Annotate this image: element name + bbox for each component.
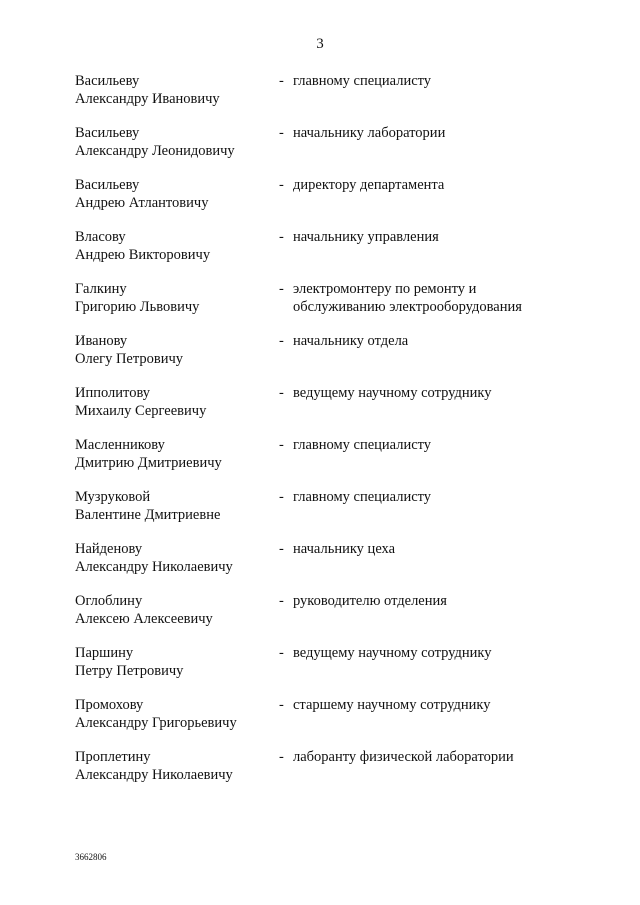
person-name [75, 696, 275, 732]
person-name [75, 332, 275, 368]
list-item [0, 748, 640, 800]
person-name [75, 644, 275, 680]
given-names: Александру Ивановичу [75, 91, 220, 107]
surname: Васильеву [75, 177, 140, 193]
list-item [0, 488, 640, 540]
list-item [0, 384, 640, 436]
job-position [293, 748, 593, 766]
position-line: ведущему научному сотруднику [293, 385, 492, 401]
position-line: обслуживанию электрооборудования [293, 299, 522, 315]
person-name [75, 228, 275, 264]
surname: Васильеву [75, 73, 140, 89]
given-names: Михаилу Сергеевичу [75, 403, 207, 419]
position-line: начальнику цеха [293, 541, 396, 557]
list-item [0, 696, 640, 748]
job-position [293, 592, 593, 610]
person-name [75, 124, 275, 160]
list-item [0, 644, 640, 696]
separator-dash: - [279, 229, 284, 245]
position-line: руководителю отделения [293, 593, 447, 609]
separator-dash: - [279, 593, 284, 609]
surname: Иванову [75, 333, 128, 349]
separator-dash: - [279, 125, 284, 141]
page-number: 3 [316, 36, 324, 52]
list-item [0, 72, 640, 124]
position-line: главному специалисту [293, 489, 432, 505]
list-item [0, 436, 640, 488]
person-name [75, 436, 275, 472]
job-position [293, 436, 593, 454]
list-item [0, 540, 640, 592]
position-line: главному специалисту [293, 73, 432, 89]
separator-dash: - [279, 645, 284, 661]
given-names: Александру Николаевичу [75, 767, 233, 783]
list-item [0, 280, 640, 332]
surname: Паршину [75, 645, 134, 661]
separator-dash: - [279, 333, 284, 349]
separator-dash: - [279, 489, 284, 505]
job-position [293, 540, 593, 558]
separator-dash: - [279, 749, 284, 765]
surname: Масленникову [75, 437, 165, 453]
surname: Галкину [75, 281, 127, 297]
list-item [0, 332, 640, 384]
surname: Музруковой [75, 489, 151, 505]
job-position [293, 696, 593, 714]
separator-dash: - [279, 437, 284, 453]
given-names: Григорию Львовичу [75, 299, 200, 315]
job-position [293, 488, 593, 506]
job-position [293, 280, 593, 316]
separator-dash: - [279, 73, 284, 89]
given-names: Петру Петровичу [75, 663, 184, 679]
position-line: лаборанту физической лаборатории [293, 749, 514, 765]
separator-dash: - [279, 697, 284, 713]
person-name [75, 748, 275, 784]
given-names: Александру Григорьевичу [75, 715, 237, 731]
list-item [0, 176, 640, 228]
position-line: электромонтеру по ремонту и [293, 281, 477, 297]
given-names: Дмитрию Дмитриевичу [75, 455, 222, 471]
list-item [0, 228, 640, 280]
position-line: ведущему научному сотруднику [293, 645, 492, 661]
surname: Ипполитову [75, 385, 151, 401]
surname: Власову [75, 229, 126, 245]
list-item [0, 592, 640, 644]
job-position [293, 72, 593, 90]
job-position [293, 384, 593, 402]
position-line: начальнику лаборатории [293, 125, 446, 141]
position-line: директору департамента [293, 177, 445, 193]
given-names: Валентине Дмитриевне [75, 507, 221, 523]
person-name [75, 540, 275, 576]
job-position [293, 332, 593, 350]
separator-dash: - [279, 177, 284, 193]
person-name [75, 280, 275, 316]
person-name [75, 488, 275, 524]
given-names: Александру Николаевичу [75, 559, 233, 575]
person-name [75, 176, 275, 212]
job-position [293, 176, 593, 194]
person-name [75, 384, 275, 420]
position-line: начальнику отдела [293, 333, 409, 349]
person-name [75, 592, 275, 628]
person-name [75, 72, 275, 108]
job-position [293, 124, 593, 142]
position-line: начальнику управления [293, 229, 439, 245]
surname: Промохову [75, 697, 144, 713]
surname: Найденову [75, 541, 143, 557]
job-position [293, 228, 593, 246]
surname: Васильеву [75, 125, 140, 141]
award-list [0, 72, 640, 800]
given-names: Андрею Викторовичу [75, 247, 211, 263]
separator-dash: - [279, 541, 284, 557]
separator-dash: - [279, 281, 284, 297]
surname: Проплетину [75, 749, 151, 765]
given-names: Александру Леонидовичу [75, 143, 235, 159]
given-names: Олегу Петровичу [75, 351, 184, 367]
document-code: 3662806 [75, 852, 107, 862]
surname: Оглоблину [75, 593, 143, 609]
given-names: Алексею Алексеевичу [75, 611, 213, 627]
position-line: главному специалисту [293, 437, 432, 453]
given-names: Андрею Атлантовичу [75, 195, 209, 211]
position-line: старшему научному сотруднику [293, 697, 491, 713]
job-position [293, 644, 593, 662]
separator-dash: - [279, 385, 284, 401]
list-item [0, 124, 640, 176]
